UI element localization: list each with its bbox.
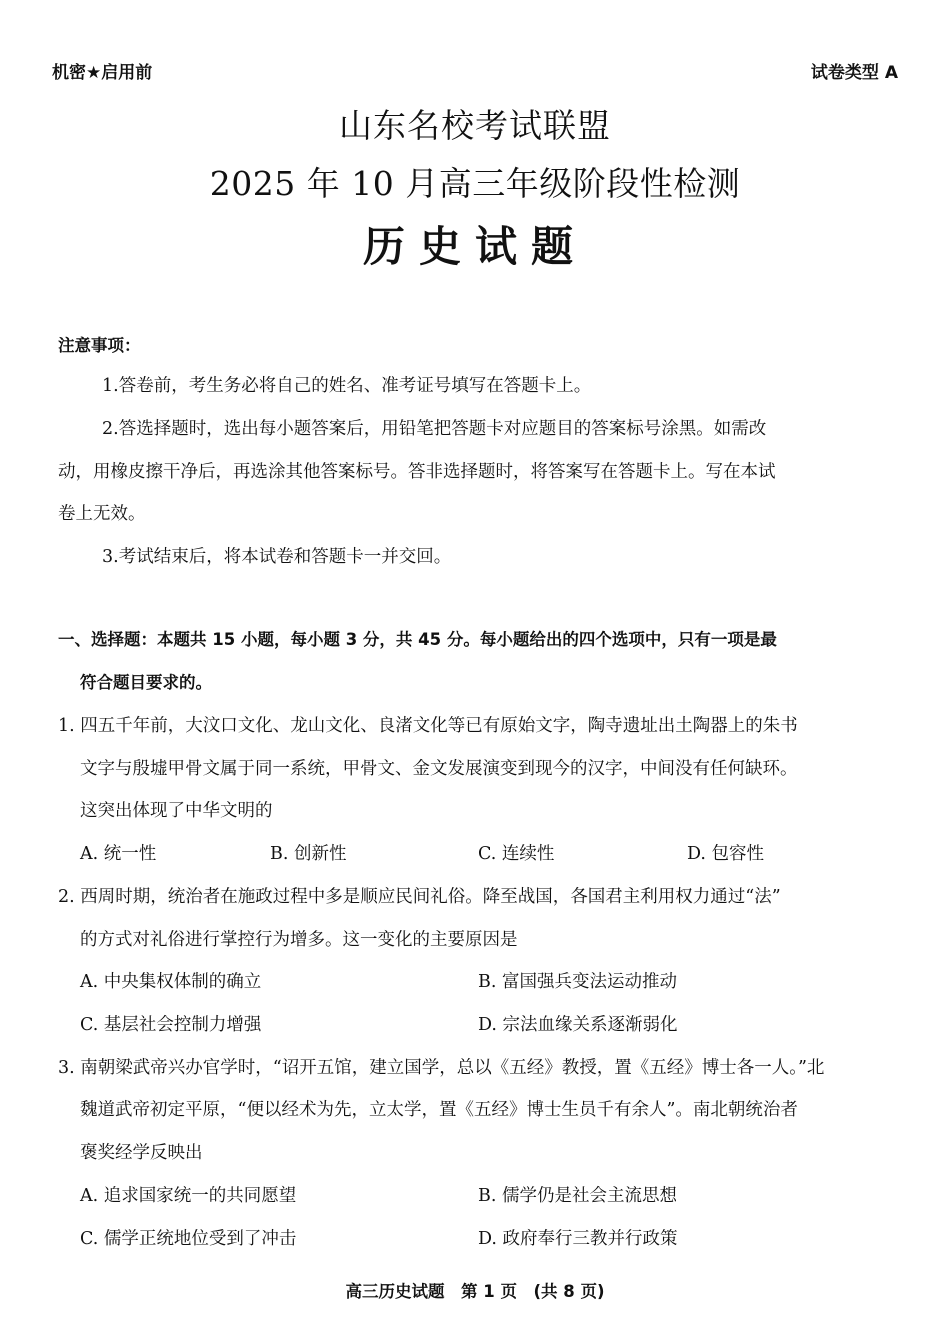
question-3-option-c: C. 儒学正统地位受到了冲击 xyxy=(80,1229,297,1249)
paper-type-label: 试卷类型 A xyxy=(810,63,898,83)
question-1-option-a: A. 统一性 xyxy=(80,844,157,864)
question-1-option-d: D. 包容性 xyxy=(687,844,765,864)
exam-union-title: 山东名校考试联盟 xyxy=(339,106,611,145)
question-2-stem-line-2: 的方式对礼俗进行掌控行为增多。这一变化的主要原因是 xyxy=(80,930,518,950)
notice-item-2-line-2: 动，用橡皮擦干净后，再选涂其他答案标号。答非选择题时，将答案写在答题卡上。写在本试 xyxy=(58,462,776,482)
exam-date-title: 2025 年 10 月高三年级阶段性检测 xyxy=(209,164,741,203)
question-3-stem-line-1: 3. 南朝梁武帝兴办官学时，“诏开五馆，建立国学，总以《五经》教授，置《五经》博士各一人。”北 xyxy=(58,1058,825,1078)
question-3-option-a: A. 追求国家统一的共同愿望 xyxy=(80,1186,297,1206)
notice-item-2-line-1: 2.答选择题时，选出每小题答案后，用铅笔把答题卡对应题目的答案标号涂黑。如需改 xyxy=(102,419,767,439)
notice-item-3: 3.考试结束后，将本试卷和答题卡一并交回。 xyxy=(102,547,452,567)
section-1-instructions-line-1: 一、选择题：本题共 15 小题，每小题 3 分，共 45 分。每小题给出的四个选项中，只有一项是最 xyxy=(58,630,777,649)
notice-heading: 注意事项： xyxy=(58,336,141,355)
subject-title: 历史试题 xyxy=(362,222,587,271)
page-footer: 高三历史试题 第 1 页 (共 8 页) xyxy=(345,1282,605,1301)
question-2-stem-line-1: 2. 西周时期，统治者在施政过程中多是顺应民间礼俗。降至战国，各国君主利用权力通过“法” xyxy=(58,887,781,907)
question-3-stem-line-3: 褒奖经学反映出 xyxy=(80,1143,203,1163)
question-1-option-b: B. 创新性 xyxy=(270,844,347,864)
question-3-option-d: D. 政府奉行三教并行政策 xyxy=(478,1229,678,1249)
question-1-stem-line-3: 这突出体现了中华文明的 xyxy=(80,801,273,821)
question-3-option-b: B. 儒学仍是社会主流思想 xyxy=(478,1186,677,1206)
notice-item-2-line-3: 卷上无效。 xyxy=(58,504,146,524)
question-2-option-a: A. 中央集权体制的确立 xyxy=(80,972,262,992)
question-1-stem-line-1: 1. 四五千年前，大汶口文化、龙山文化、良渚文化等已有原始文字，陶寺遗址出土陶器上的朱书 xyxy=(58,716,798,736)
question-3-stem-line-2: 魏道武帝初定平原，“便以经术为先，立太学，置《五经》博士生员千有余人”。南北朝统治者 xyxy=(80,1100,798,1120)
question-1-option-c: C. 连续性 xyxy=(478,844,555,864)
confidential-mark: 机密★启用前 xyxy=(52,63,153,83)
question-2-option-c: C. 基层社会控制力增强 xyxy=(80,1015,262,1035)
question-2-option-b: B. 富国强兵变法运动推动 xyxy=(478,972,677,992)
question-1-stem-line-2: 文字与殷墟甲骨文属于同一系统，甲骨文、金文发展演变到现今的汉字，中间没有任何缺环。 xyxy=(80,759,798,779)
section-1-instructions-line-2: 符合题目要求的。 xyxy=(80,673,212,692)
question-2-option-d: D. 宗法血缘关系逐渐弱化 xyxy=(478,1015,678,1035)
notice-item-1: 1.答卷前，考生务必将自己的姓名、准考证号填写在答题卡上。 xyxy=(102,376,592,396)
